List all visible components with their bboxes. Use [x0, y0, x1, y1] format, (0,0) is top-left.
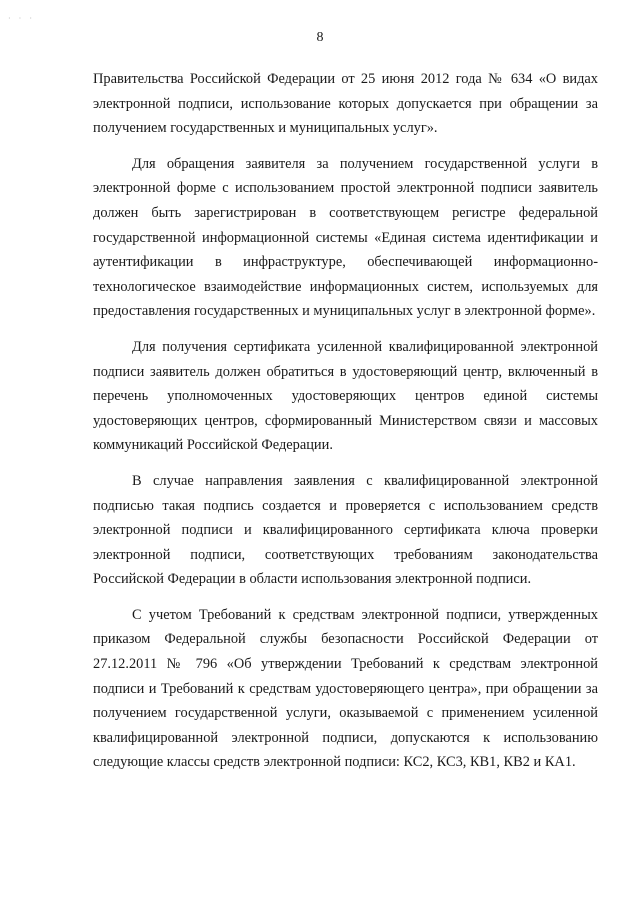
paragraph-5: С учетом Требований к средствам электронной подписи, утвержденных приказом Федеральной службы безопасности Российской Федерации от 27.12.2011 № 796 «Об утверждении Требований к средствам электронной подписи и Требований к средствам удостоверяющего центра», при обращении за получением государственной услуги, оказываемой с применением усиленной квалифицированной электронной подписи, допускаются к использованию следующие классы средств электронной подписи: КС2, КС3, КВ1, КВ2 и КА1. — [93, 606, 598, 771]
document-body — [93, 67, 598, 786]
paragraph-4: В случае направления заявления с квалифицированной электронной подписью такая подпись создается и проверяется с использованием средств электронной подписи и квалифицированного сертификата ключа проверки электронной подписи, соответствующих требованиям законодательства Российской Федерации в области использования электронной подписи. — [93, 472, 598, 588]
page-number: 8 — [316, 30, 324, 45]
paragraph-3: Для получения сертификата усиленной квалифицированной электронной подписи заявитель должен обратиться в удостоверяющий центр, включенный в перечень уполномоченных удостоверяющих центров единой системы удостоверяющих центров, сформированный Министерством связи и массовых коммуникаций Российской Федерации. — [93, 338, 598, 454]
scan-artifact-mark: · · · — [8, 14, 35, 23]
paragraph-2: Для обращения заявителя за получением государственной услуги в электронной форме с использованием простой электронной подписи заявитель должен быть зарегистрирован в соответствующем регистре федеральной государственной информационной системы «Единая система идентификации и аутентификации в инфраструктуре, обеспечивающей информационно-технологическое взаимодействие информационных систем, используемых для предоставления государственных и муниципальных услуг в электронной форме». — [93, 155, 598, 320]
paragraph-1: Правительства Российской Федерации от 25 июня 2012 года № 634 «О видах электронной подписи, использование которых допускается при обращении за получением государственных и муниципальных услуг». — [93, 71, 598, 137]
